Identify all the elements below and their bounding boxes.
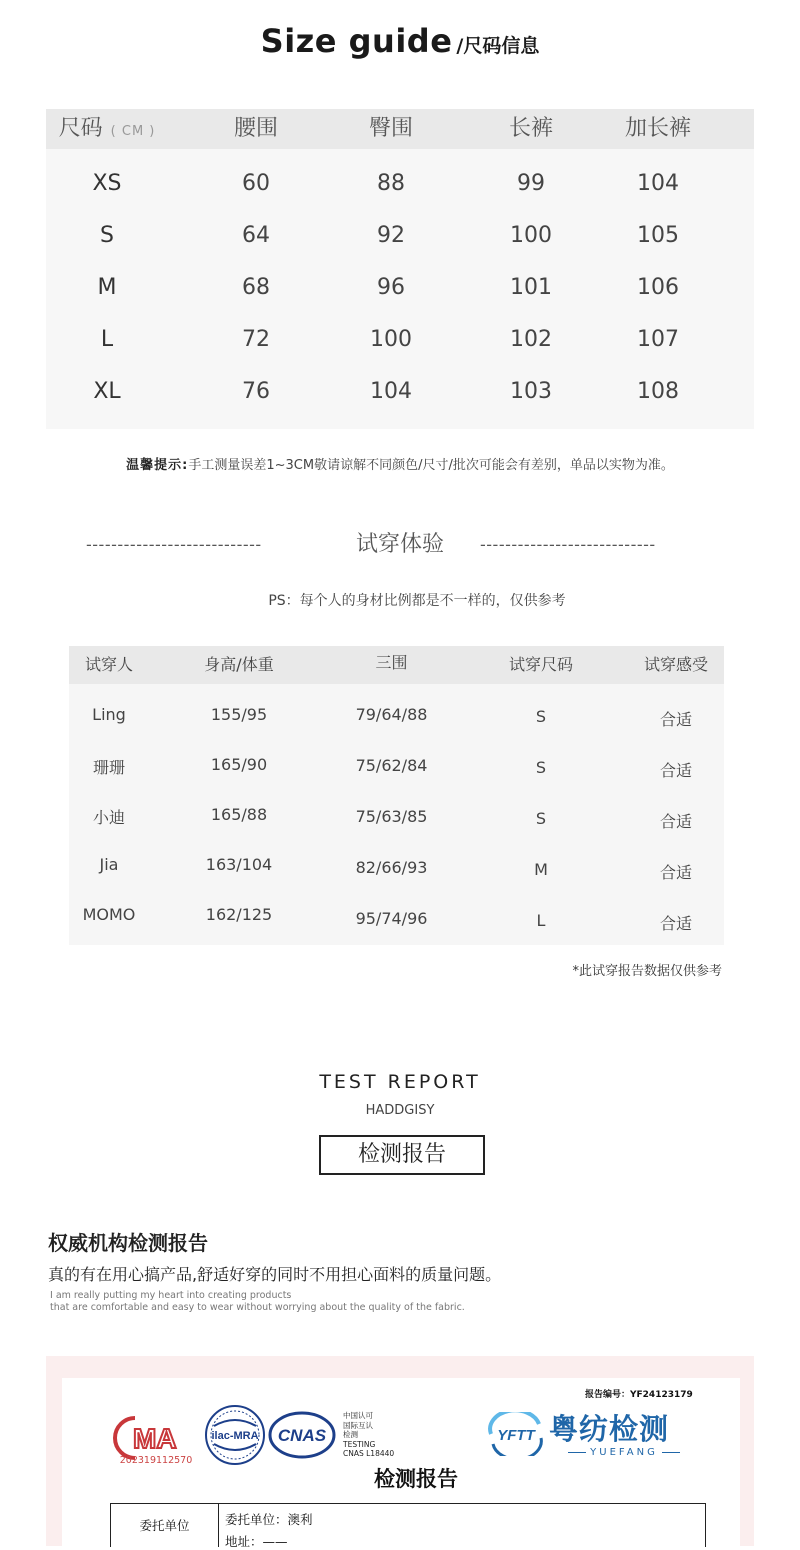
cell-long: 100 [510, 223, 552, 248]
cell-size: S [535, 758, 547, 777]
client-label: 委托单位 [139, 1518, 190, 1533]
cell-waist: 76 [242, 379, 270, 404]
cell-size: M [534, 860, 548, 879]
cell-feel: 合适 [659, 710, 692, 729]
cell-height-weight: 162/125 [205, 905, 273, 924]
cell-feel: 合适 [659, 914, 692, 933]
tip-text: 手工测量误差1~3CM敬请谅解不同颜色/尺寸/批次可能会有差别，单品以实物为准。 [188, 458, 674, 473]
cell-height-weight: 165/90 [210, 755, 268, 774]
cell-height-weight: 165/88 [210, 805, 268, 824]
cell-waist: 68 [242, 275, 270, 300]
header-unit: ( CM ) [110, 124, 156, 139]
cell-hip: 96 [377, 275, 405, 300]
cell-size: M [97, 275, 117, 300]
cell-person: Jia [99, 855, 119, 874]
cell-height-weight: 163/104 [205, 855, 273, 874]
cell-hip: 92 [377, 223, 405, 248]
header-height-weight: 身高/体重 [204, 655, 274, 674]
tryon-table-header [69, 646, 724, 684]
cell-feel: 合适 [659, 863, 692, 882]
cell-long: 99 [517, 171, 545, 196]
cell-height-weight: 155/95 [210, 705, 268, 724]
cnas-line: 国际互认 [343, 1420, 373, 1430]
cell-hip: 104 [370, 379, 412, 404]
test-report-badge: 检测报告 [319, 1135, 485, 1175]
authority-english-line1: I am really putting my heart into creating products [50, 1290, 292, 1301]
header-measurements: 三围 [375, 653, 408, 672]
tryon-table [69, 646, 724, 945]
cell-size: L [100, 327, 114, 352]
cell-person: Ling [92, 705, 126, 724]
header-size: 尺码 ( CM ) [58, 116, 156, 141]
table-divider [218, 1504, 219, 1547]
cell-size: S [100, 223, 114, 248]
cell-hip: 100 [370, 327, 412, 352]
authority-english [50, 1290, 465, 1314]
ilac-logo-text: ilac-MRA [211, 1430, 259, 1442]
cell-measurements: 75/63/85 [355, 807, 428, 826]
report-number: 报告编号：YF24123179 [585, 1390, 693, 1400]
lab-name-english: YUEFANG [560, 1447, 688, 1458]
cell-extra-long: 104 [637, 171, 679, 196]
cell-measurements: 75/62/84 [355, 756, 428, 775]
cell-waist: 72 [242, 327, 270, 352]
cell-size: L [536, 911, 546, 930]
size-table [46, 109, 754, 429]
cell-extra-long: 106 [637, 275, 679, 300]
brand-name: HADDGISY [365, 1103, 435, 1118]
cell-feel: 合适 [659, 761, 692, 780]
size-table-header [46, 109, 754, 149]
client-address: 地址：—— [225, 1534, 288, 1549]
certificate-table [110, 1503, 706, 1547]
title-main: Size guide [260, 22, 453, 60]
yftt-logo-text: YFTT [497, 1427, 535, 1444]
lab-name: 粤纺检测 [549, 1412, 670, 1446]
cnas-line: TESTING [343, 1439, 376, 1449]
cell-measurements: 82/66/93 [355, 858, 428, 877]
tryon-divider [0, 530, 800, 560]
cell-size: S [535, 809, 547, 828]
cell-waist: 60 [242, 171, 270, 196]
cnas-line: CNAS L18440 [343, 1449, 395, 1458]
cell-feel: 合适 [659, 812, 692, 831]
header-long: 长裤 [508, 116, 553, 141]
cnas-logo [268, 1410, 336, 1460]
cma-logo-text: MA [133, 1423, 177, 1454]
cnas-accreditation-text [343, 1411, 394, 1459]
measurement-tip [0, 454, 800, 473]
test-report-title: TEST REPORT [319, 1071, 481, 1093]
cell-size: XL [93, 379, 121, 404]
cnas-line: 中国认可 [343, 1411, 373, 1420]
divider-dashes-right: ---------------------------- [480, 535, 656, 554]
header-extra-long: 加长裤 [624, 116, 691, 141]
tryon-disclaimer: *此试穿报告数据仅供参考 [572, 964, 722, 979]
title-sub: /尺码信息 [456, 35, 540, 57]
header-waist: 腰围 [233, 116, 278, 141]
tryon-heading: 试穿体验 [355, 532, 444, 557]
cell-measurements: 95/74/96 [355, 909, 428, 928]
ps-note: PS：每个人的身材比例都是不一样的，仅供参考 [268, 593, 566, 609]
cell-hip: 88 [377, 171, 405, 196]
cnas-line: 检测 [343, 1430, 358, 1439]
yftt-logo [483, 1412, 549, 1456]
cell-person: 小迪 [92, 808, 125, 827]
page-title [0, 22, 800, 60]
header-feel: 试穿感受 [643, 655, 708, 674]
tip-label: 温馨提示: [126, 458, 189, 473]
cell-waist: 64 [242, 223, 270, 248]
ilac-mra-logo [204, 1404, 266, 1466]
cell-extra-long: 108 [637, 379, 679, 404]
cell-person: MOMO [82, 905, 136, 924]
header-tried-size: 试穿尺码 [508, 655, 573, 674]
cell-long: 102 [510, 327, 552, 352]
authority-description: 真的有在用心搞产品,舒适好穿的同时不用担心面料的质量问题。 [48, 1265, 502, 1284]
cell-long: 101 [510, 275, 552, 300]
cell-long: 103 [510, 379, 552, 404]
cell-person: 珊珊 [92, 758, 125, 777]
cell-size: XS [92, 171, 122, 196]
divider-dashes-left: ---------------------------- [86, 535, 262, 554]
cell-measurements: 79/64/88 [355, 705, 428, 724]
cell-extra-long: 107 [637, 327, 679, 352]
cell-size: S [535, 707, 547, 726]
authority-title: 权威机构检测报告 [48, 1231, 208, 1255]
header-hip: 臀围 [368, 116, 413, 141]
authority-english-line2: that are comfortable and easy to wear without worrying about the quality of the fabric. [50, 1302, 465, 1313]
cnas-logo-text: CNAS [277, 1426, 327, 1445]
cell-extra-long: 105 [637, 223, 679, 248]
header-person: 试穿人 [84, 655, 133, 674]
client-name: 委托单位：澳利 [225, 1512, 313, 1527]
cma-number: 202319112570 [119, 1455, 193, 1466]
certificate-heading: 检测报告 [374, 1467, 458, 1491]
